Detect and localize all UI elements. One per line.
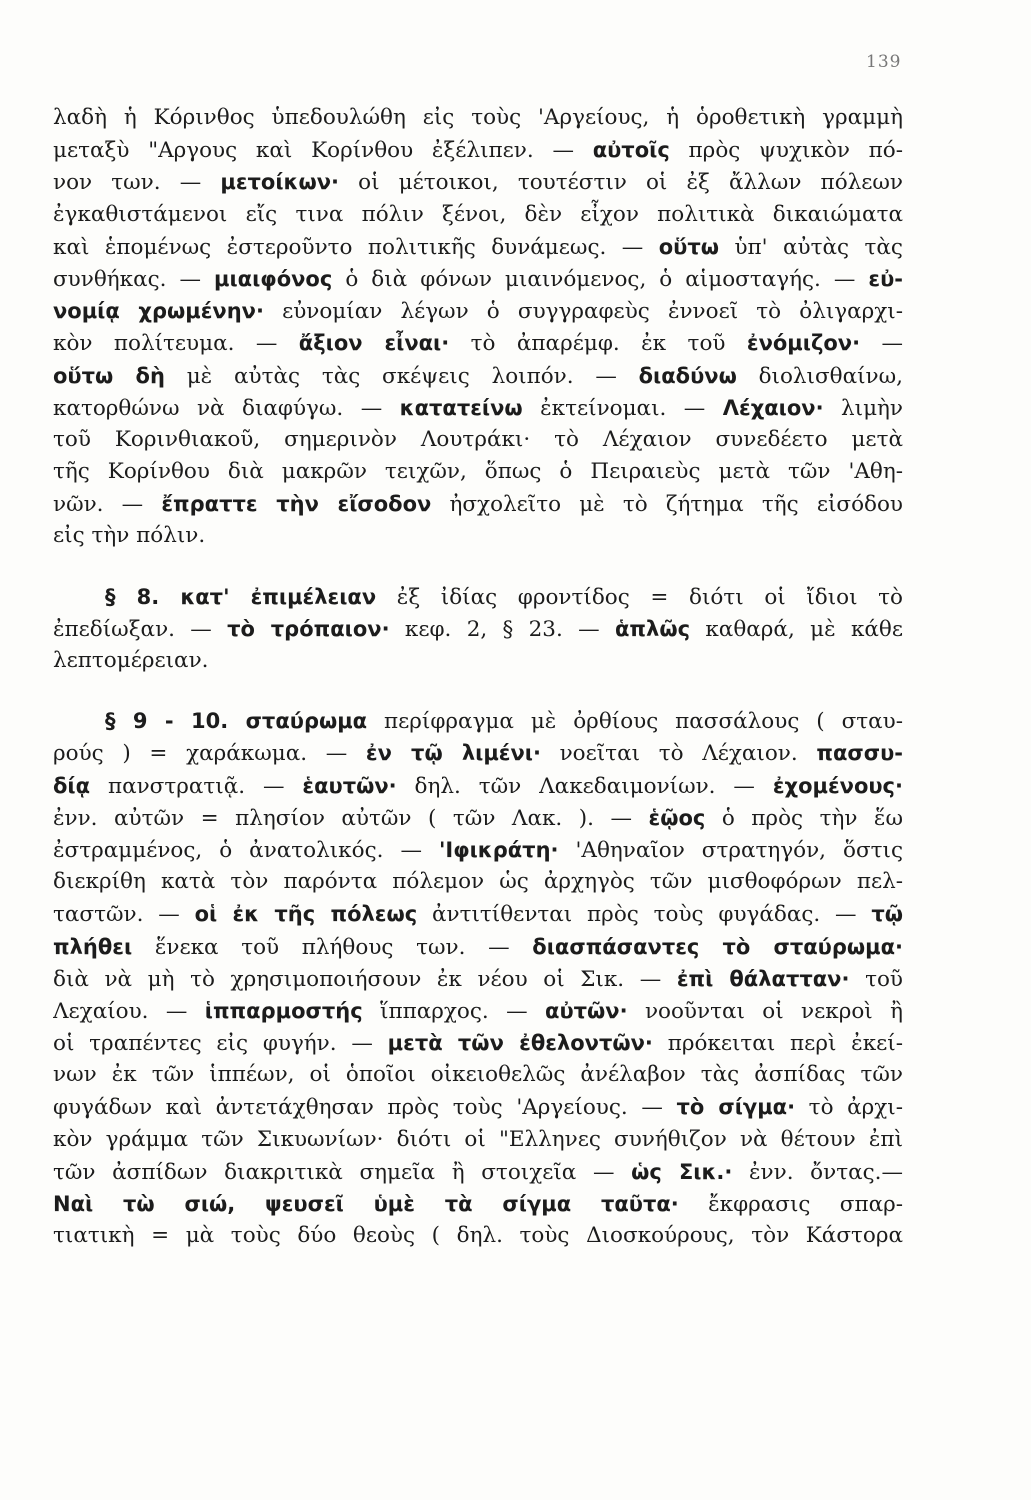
gloss: οἱ τραπέντες εἰς φυγήν. — <box>53 1031 388 1057</box>
lemma: ἑαυτῶν· <box>302 773 397 798</box>
text-line <box>53 995 903 1027</box>
gloss: νων ἐκ τῶν ἱππέων, οἱ ὁποῖοι οἰκειοθελῶς ἀνέλαβον τὰς ἀσπίδας τῶν <box>53 1062 903 1088</box>
gloss: τοῦ Κορινθιακοῦ, σημερινὸν Λουτράκι· τὸ Λέχαιον συνεδέετο μετὰ <box>53 426 903 452</box>
gloss: πανστρατιᾷ. — <box>90 773 303 799</box>
gloss: — <box>860 331 903 357</box>
lemma: ἐχομένους· <box>772 773 903 798</box>
gloss: ἔκφρασις σπαρ- <box>678 1192 903 1217</box>
gloss: διολισθαίνω, <box>736 363 903 389</box>
text-line <box>53 360 903 392</box>
lemma: αὐτῶν· <box>545 998 628 1023</box>
text-line <box>53 520 903 552</box>
gloss: καθαρά, μὲ κάθε <box>690 616 903 642</box>
gloss: λαδὴ ἡ Κόρινθος ὑπεδουλώθη εἰς τοὺς 'Αργείους, ἡ ὁροθετικὴ γραμμὴ <box>53 105 903 130</box>
lemma: μετοίκων· <box>220 170 339 195</box>
gloss: ἵππαρχος. — <box>362 998 546 1024</box>
text-line <box>53 645 903 677</box>
lemma: τὸ σίγμα· <box>676 1095 796 1120</box>
lemma: § 9 - 10. <box>105 709 246 734</box>
lemma: κατατείνω <box>399 395 523 420</box>
gloss: πρόκειται περὶ ἐκεί- <box>652 1031 903 1057</box>
lemma: διαδύνω <box>638 363 737 388</box>
lemma: πασσυ- <box>816 741 903 766</box>
text-line <box>53 613 903 645</box>
commentary-text <box>53 102 903 1252</box>
text-line <box>53 1124 903 1156</box>
gloss: εἰς τὴν πόλιν. <box>53 523 206 549</box>
lemma: πλήθει <box>53 934 133 959</box>
text-line <box>53 1027 903 1059</box>
gloss: δηλ. τῶν Λακεδαιμονίων. — <box>396 773 773 799</box>
gloss: τὸ ἀρχι- <box>795 1095 903 1121</box>
gloss: ὁ πρὸς τὴν ἕω <box>705 805 903 831</box>
lemma: οὕτω <box>658 234 719 259</box>
text-line <box>53 802 903 834</box>
lemma: κατ' ἐπιμέλειαν <box>180 584 377 609</box>
lemma: ἔπραττε τὴν εἴσοδον <box>161 492 432 517</box>
gloss: κὸν πολίτευμα. — <box>53 331 299 357</box>
text-line <box>53 392 903 424</box>
gloss: καὶ ἑπομένως ἐστεροῦντο πολιτικῆς δυνάμεως. — <box>53 234 659 260</box>
text-line <box>53 424 903 456</box>
lemma: § 8. <box>105 584 181 609</box>
gloss: νῶν. — <box>53 492 162 518</box>
lemma: ἐνόμιζον· <box>746 331 861 356</box>
lemma: εὐ- <box>868 266 903 291</box>
lemma: ἄξιον εἶναι· <box>298 331 450 356</box>
gloss: λεπτομέρειαν. <box>53 648 209 673</box>
gloss: ὑπ' αὐτὰς τὰς <box>719 234 903 260</box>
lemma: ἁπλῶς <box>615 616 691 641</box>
text-line <box>53 134 903 166</box>
gloss: κατορθώνω νὰ διαφύγω. — <box>53 395 400 421</box>
lemma: Ναὶ τὼ σιώ, ψευσεῖ ὑμὲ τὰ σίγμα ταῦτα· <box>53 1192 679 1216</box>
text-line <box>53 166 903 198</box>
text-line <box>53 1188 903 1220</box>
lemma: μιαιφόνος <box>214 266 333 291</box>
gloss: τοῦ <box>849 966 903 992</box>
gloss: ὁ διὰ φόνων μιαινόμενος, ὁ αἱμοσταγής. — <box>332 266 869 292</box>
text-line <box>53 866 903 898</box>
gloss: νοοῦνται οἱ νεκροὶ ἢ <box>627 998 903 1024</box>
gloss: ἐνν. αὐτῶν = πλησίον αὐτῶν ( τῶν Λακ. ). — <box>53 805 649 831</box>
text-line <box>53 1091 903 1123</box>
text-line <box>53 770 903 802</box>
lemma: ὡς Σικ.· <box>631 1159 733 1184</box>
text-line <box>53 327 903 359</box>
lemma: αὐτοῖς <box>592 138 670 163</box>
gloss: ρούς ) = χαράκωμα. — <box>53 741 366 767</box>
text-line <box>53 102 903 134</box>
text-line <box>53 1156 903 1188</box>
lemma: διασπάσαντες τὸ σταύρωμα· <box>532 934 903 959</box>
lemma: δίᾳ <box>53 773 91 798</box>
gloss: οἱ μέτοικοι, τουτέστιν οἱ ἐξ ἄλλων πόλεων <box>338 170 903 196</box>
gloss: φυγάδων καὶ ἀντετάχθησαν πρὸς τοὺς 'Αργείους. — <box>53 1095 677 1121</box>
lemma: Λέχαιον· <box>722 395 824 420</box>
text-line <box>53 963 903 995</box>
gloss: ἐκτείνομαι. — <box>522 395 723 421</box>
gloss: πρὸς ψυχικὸν πό- <box>669 138 903 164</box>
text-line <box>53 898 903 930</box>
gloss: νον των. — <box>53 170 221 196</box>
gloss: τὸ ἀπαρέμφ. ἐκ τοῦ <box>449 331 747 357</box>
gloss: Λεχαίου. — <box>53 998 205 1024</box>
paragraph-gap <box>53 677 903 705</box>
gloss: ἠσχολεῖτο μὲ τὸ ζήτημα τῆς εἰσόδου <box>431 492 903 518</box>
gloss: ἐγκαθιστάμενοι εἴς τινα πόλιν ξένοι, δὲν εἶχον πολιτικὰ δικαιώματα <box>53 201 903 227</box>
gloss: ἕνεκα τοῦ πλήθους των. — <box>132 934 533 960</box>
lemma: οὕτω δὴ <box>53 363 165 388</box>
lemma: ἐν τῷ λιμένι· <box>365 741 541 766</box>
text-line <box>53 1059 903 1091</box>
text-line <box>53 581 903 613</box>
gloss: κεφ. 2, § 23. — <box>389 616 615 642</box>
lemma: ἑῷος <box>648 805 706 830</box>
lemma: τὸ τρόπαιον· <box>227 616 390 641</box>
gloss: 'Αθηναῖον στρατηγόν, ὅστις <box>558 837 903 863</box>
lemma: τῷ <box>871 902 903 927</box>
text-line <box>53 263 903 295</box>
gloss: ἐστραμμένος, ὁ ἀνατολικός. — <box>53 837 439 863</box>
text-line <box>53 834 903 866</box>
gloss: περίφραγμα μὲ ὀρθίους πασσάλους ( σταυ- <box>367 709 903 735</box>
lemma: σταύρωμα <box>245 709 368 734</box>
lemma: μετὰ τῶν ἐθελοντῶν· <box>387 1031 653 1056</box>
text-line <box>53 705 903 737</box>
text-line <box>53 231 903 263</box>
gloss: ἀντιτίθενται πρὸς τοὺς φυγάδας. — <box>417 902 872 928</box>
paragraph-gap <box>53 553 903 581</box>
gloss: λιμὴν <box>823 395 903 421</box>
gloss: ἐνν. ὄντας.— <box>732 1159 903 1185</box>
gloss: εὐνομίαν λέγων ὁ συγγραφεὺς ἐννοεῖ τὸ ὀλιγαρχι- <box>263 299 903 325</box>
gloss: συνθήκας. — <box>53 266 215 292</box>
gloss: κὸν γράμμα τῶν Σικυωνίων· διότι οἱ "Ελληνες συνήθιζον νὰ θέτουν ἐπὶ <box>53 1126 903 1152</box>
gloss: ταστῶν. — <box>53 902 195 928</box>
text-line <box>53 488 903 520</box>
text-line <box>53 295 903 327</box>
gloss: διεκρίθη κατὰ τὸν παρόντα πόλεμον ὡς ἀρχηγὸς τῶν μισθοφόρων πελ- <box>53 869 903 895</box>
gloss: μὲ αὐτὰς τὰς σκέψεις λοιπόν. — <box>164 363 639 389</box>
gloss: τῆς Κορίνθου διὰ μακρῶν τειχῶν, ὅπως ὁ Πειραιεὺς μετὰ τῶν 'Αθη- <box>53 459 903 485</box>
text-line <box>53 737 903 769</box>
page-number: 139 <box>866 52 902 72</box>
gloss: νοεῖται τὸ Λέχαιον. <box>540 741 817 767</box>
lemma: ἐπὶ θάλατταν· <box>676 966 850 991</box>
gloss: τιατικὴ = μὰ τοὺς δύο θεοὺς ( δηλ. τοὺς Διοσκούρους, τὸν Κάστορα <box>53 1223 903 1249</box>
text-line <box>53 1220 903 1252</box>
gloss: τῶν ἀσπίδων διακριτικὰ σημεῖα ἢ στοιχεῖα — <box>53 1159 632 1185</box>
gloss: ἐπεδίωξαν. — <box>53 616 228 642</box>
lemma: νομίᾳ χρωμένην· <box>53 299 264 324</box>
text-line <box>53 199 903 231</box>
text-line <box>53 931 903 963</box>
gloss: ἐξ ἰδίας φροντίδος = διότι οἱ ἴδιοι τὸ <box>376 584 903 610</box>
lemma: οἱ ἐκ τῆς πόλεως <box>194 902 418 927</box>
text-line <box>53 456 903 488</box>
gloss: διὰ νὰ μὴ τὸ χρησιμοποιήσουν ἐκ νέου οἱ Σικ. — <box>53 966 677 992</box>
gloss: μεταξὺ "Αργους καὶ Κορίνθου ἐξέλιπεν. — <box>53 138 593 164</box>
lemma: 'Ιφικράτη· <box>438 837 559 862</box>
lemma: ἱππαρμοστής <box>204 998 363 1023</box>
